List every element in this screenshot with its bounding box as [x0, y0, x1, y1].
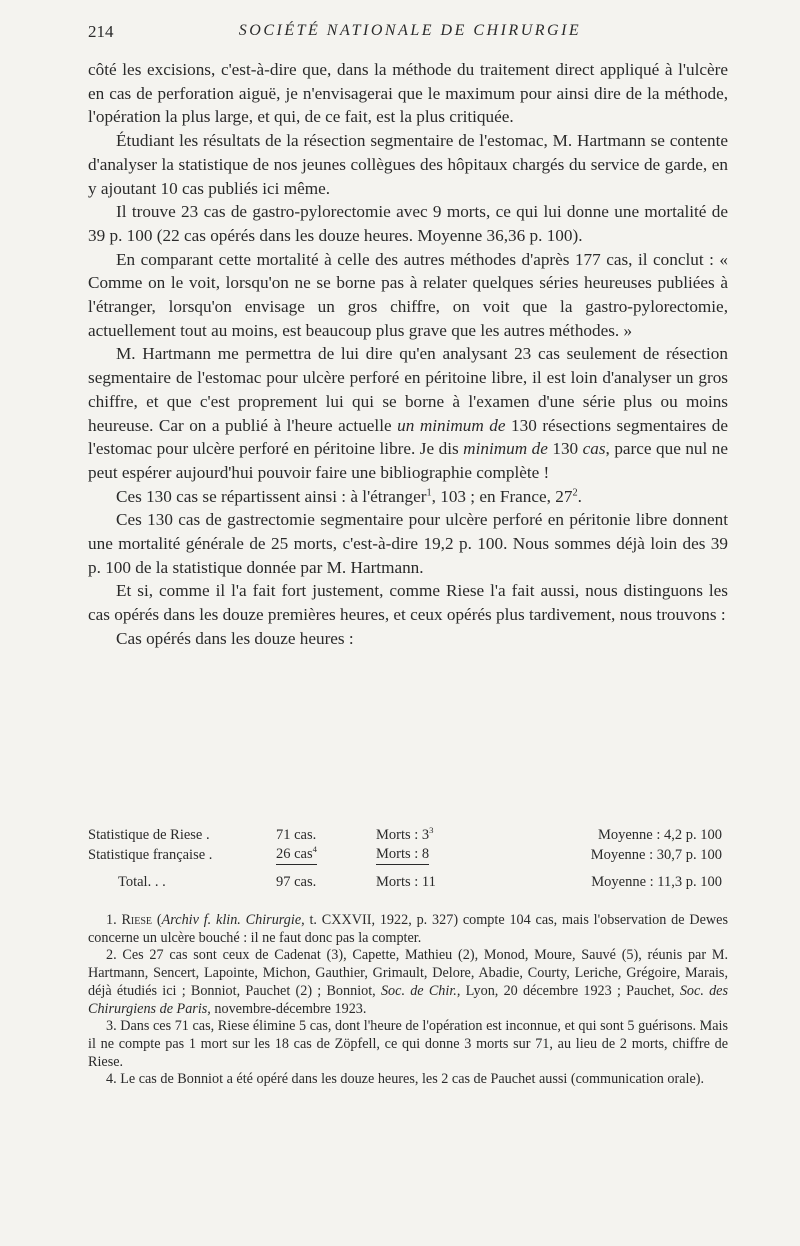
average-cell: Moyenne : 30,7 p. 100 [590, 847, 722, 863]
journal-title: Soc. des Chirurgiens de Paris [88, 982, 729, 1017]
table-total-row [88, 866, 722, 892]
paragraph: côté les excisions, c'est-à-dire que, dans la méthode du traitement direct appliqué à l'ulcère en cas de perforation aiguë, je n'envisagerai que le maximum pour ainsi dire de la méthode, l'opération la plus large, et qui, de ce fait, est la plus critiquée. [88, 60, 728, 127]
text-run: , parce que nul ne peut espérer aujourd'hui pouvoir faire une bibliographie complète ! [88, 439, 729, 482]
table-intro: Cas opérés dans les douze heures : [116, 628, 354, 648]
text-run: Ces 130 cas se répartissent ainsi : à l'étranger [116, 486, 427, 506]
table-row [88, 845, 722, 866]
paragraph [88, 342, 728, 484]
average-cell: Moyenne : 4,2 p. 100 [597, 827, 722, 843]
text-run: , Lyon, 20 décembre 1923 ; Pauchet, [456, 982, 680, 999]
journal-title: Soc. de Chir. [380, 982, 457, 999]
cases-cell [276, 845, 376, 866]
paragraph: Il trouve 23 cas de gastro-pylorectomie avec 9 morts, ce qui lui donne une mortalité de 39 p. 100 (22 cas opérés dans les douze heures. Moyenne 36,36 p. 100). [88, 202, 728, 245]
author-name: Riese [121, 912, 153, 928]
text-run: 1. [106, 912, 122, 928]
footnote-4: 4. Le cas de Bonniot a été opéré dans les douze heures, les 2 cas de Pauchet aussi (communication orale). [106, 1071, 705, 1088]
italic-run: cas [582, 439, 606, 459]
italic-run: un minimum de [397, 415, 506, 435]
footnote-1 [88, 912, 728, 947]
text-run: ( [152, 912, 162, 928]
text-run: , t. CXXVII, 1922, p. 327) compte 104 cas, mais l'observation de Dewes concerne un ulcère bouché : il ne faut donc pas la compter. [88, 912, 728, 946]
footnote-ref: 2 [572, 486, 578, 498]
deaths-value: Morts : 8 [376, 846, 429, 865]
text-run: , 103 ; en France, 27 [431, 486, 573, 506]
paragraph [88, 485, 728, 509]
text-run: 130 résections segmentaires de l'estomac pour ulcère perforé en péritoine libre. Je dis [88, 415, 729, 459]
text-run: 130 [547, 439, 583, 459]
cases-value: 71 cas. [276, 827, 317, 843]
running-header [88, 22, 732, 44]
deaths-value: Morts : 3 [376, 827, 430, 843]
text-run: . [577, 486, 582, 506]
cases-value-underlined [276, 846, 317, 865]
statistics-table [88, 826, 722, 892]
text-run: 2. Ces 27 cas sont ceux de Cadenat (3), Capette, Mathieu (2), Monod, Moure, Sauvé (5), réunis par M. Hartmann, Sencert, Lapointe, Michon, Gauthier, Grimault, Delore, Abadie, Courty, Leriche, Grégoire, Marais, déjà étudiés ici ; Bonniot, Pauchet (2) ; Bonniot, [88, 947, 728, 999]
footnote-ref: 3 [429, 825, 434, 836]
total-average: Moyenne : 11,3 p. 100 [591, 874, 722, 890]
paragraph: En comparant cette mortalité à celle des autres méthodes d'après 177 cas, il conclut : « Comme on le voit, lorsqu'on ne se borne pas à relater quelques séries heureuses publiées à l'étranger, lorsqu'on envisage un gros chiffre, on voit que la gastro-pylorectomie, actuellement tout au moins, est beaucoup plus grave que les autres méthodes. » [88, 249, 728, 340]
paragraph: Ces 130 cas de gastrectomie segmentaire pour ulcère perforé en péritonie libre donnent une mortalité générale de 25 morts, c'est-à-dire 19,2 p. 100. Nous sommes déjà loin des 39 p. 100 de la statistique donnée par M. Hartmann. [88, 510, 728, 577]
total-cases: 97 cas. [276, 874, 317, 890]
paragraph: Étudiant les résultats de la résection segmentaire de l'estomac, M. Hartmann se contente d'analyser la statistique de nos jeunes collègues des hôpitaux chargés du service de garde, en y ajoutant 10 cas publiés ici même. [88, 131, 728, 198]
footnotes [88, 912, 728, 1089]
row-label: Statistique française . [88, 847, 213, 863]
running-title: SOCIÉTÉ NATIONALE DE CHIRURGIE [238, 22, 582, 39]
footnote-2 [88, 947, 728, 1018]
page-number: 214 [88, 22, 114, 41]
italic-run: minimum de [463, 439, 548, 459]
table-row [88, 826, 722, 845]
footnote-ref: 1 [426, 486, 432, 498]
footnote-ref: 4 [312, 844, 317, 855]
footnote-3: 3. Dans ces 71 cas, Riese élimine 5 cas, dont l'heure de l'opération est inconnue, et qui sont 5 guérisons. Mais il ne compte pas 1 mort sur les 18 cas de Zöpfell, ce qui donne 3 morts sur 71, au lieu de 2 morts, chiffre de Riese. [88, 1018, 728, 1070]
text-run: M. Hartmann me permettra de lui dire qu'en analysant 23 cas seulement de résection segmentaire de l'estomac pour ulcère perforé en péritoine libre, il est loin d'analyser un gros chiffre, et que c'est proprement lui qui se borne à l'examen d'une série plus ou moins heureuse. Car on a publié à l'heure actuelle [88, 344, 728, 435]
deaths-cell [376, 845, 526, 866]
total-deaths: Morts : 11 [376, 874, 436, 890]
main-text [88, 58, 728, 651]
journal-title: Archiv f. klin. Chirurgie [161, 912, 302, 928]
cases-value: 26 cas [276, 846, 313, 862]
total-label-text: Total. . . [118, 874, 166, 890]
text-run: , novembre-décembre 1923. [207, 1000, 367, 1017]
row-label: Statistique de Riese . [88, 827, 210, 843]
paragraph: Et si, comme il l'a fait fort justement, comme Riese l'a fait aussi, nous distinguons les cas opérés dans les douze premières heures, et ceux opérés plus tardivement, nous trouvons : [88, 581, 728, 625]
deaths-cell [376, 826, 526, 845]
total-label [88, 866, 276, 892]
cases-cell [276, 826, 376, 845]
